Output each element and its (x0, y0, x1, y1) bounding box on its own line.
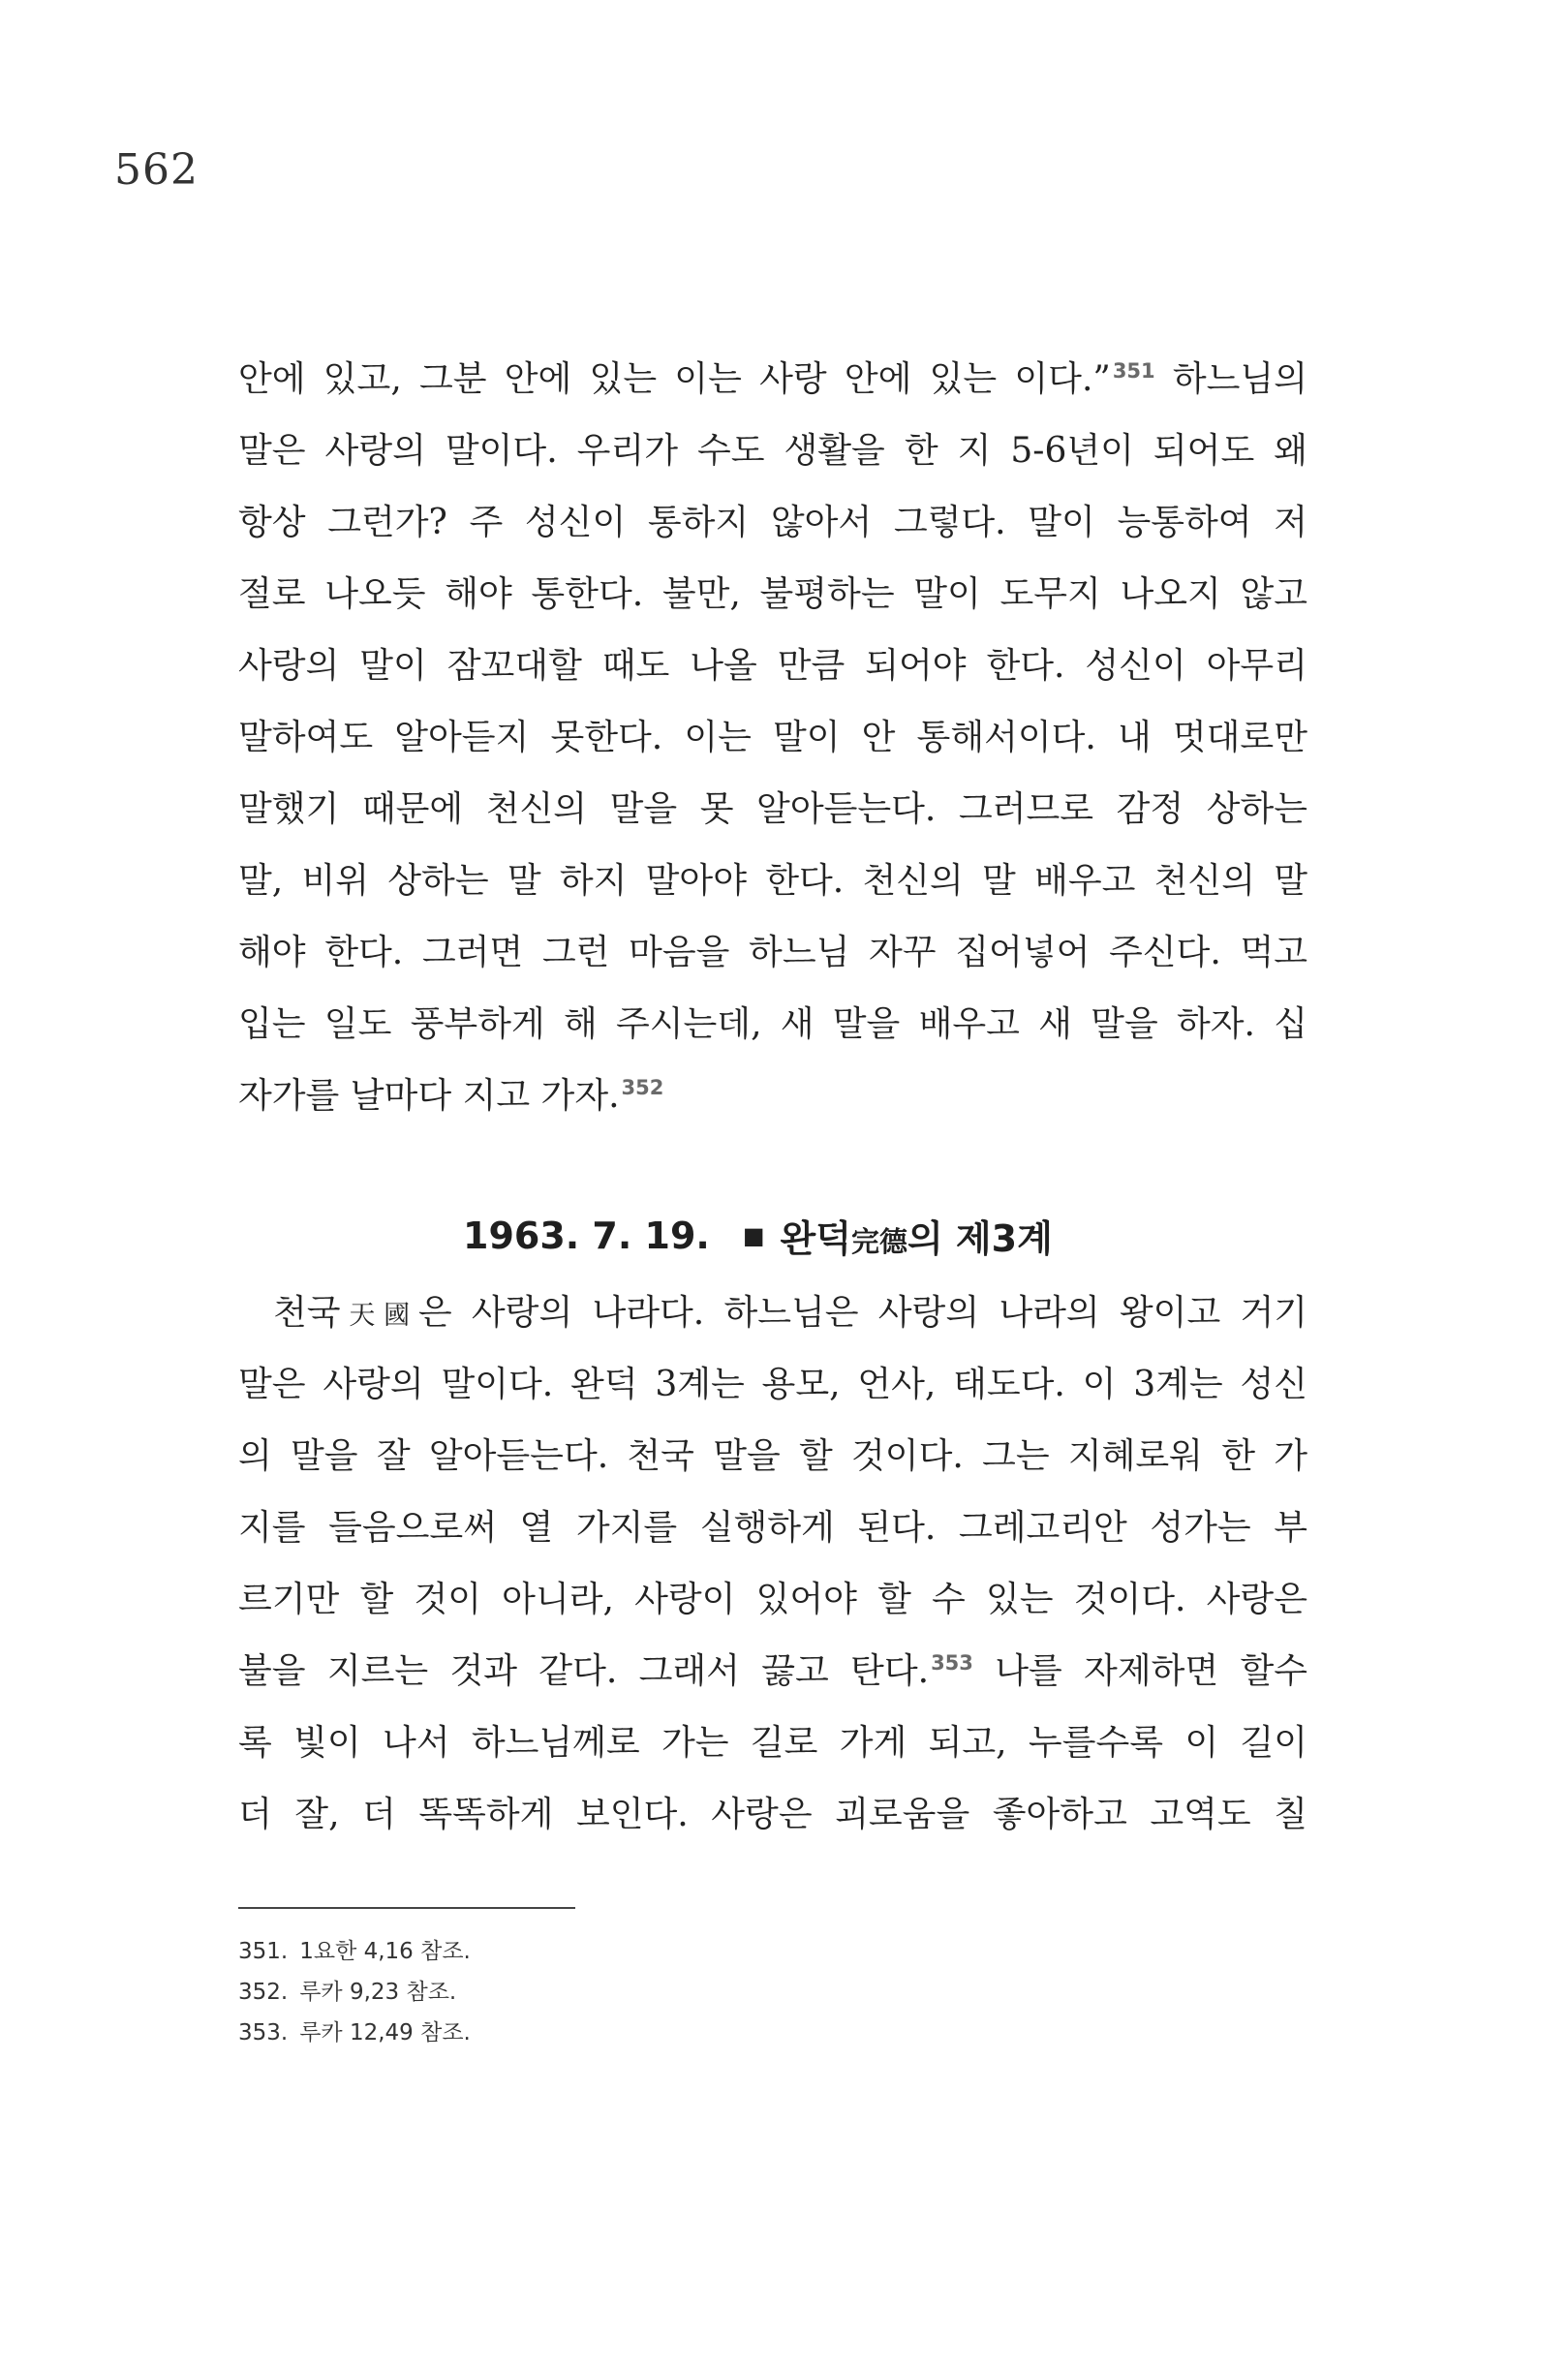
text-run: 르기만 할 것이 아니라, 사랑이 있어야 할 수 있는 것이다. 사랑은 (238, 1580, 1307, 1619)
text-run: 말했기 때문에 천신의 말을 못 알아듣는다. 그러므로 감정 상하는 (238, 789, 1307, 829)
footnote-item (238, 2013, 471, 2053)
footnote-number: 352. (238, 1980, 289, 2005)
hanja-annotation: 天國 (340, 1301, 418, 1331)
page-number: 562 (114, 145, 199, 195)
heading-title (781, 1209, 1053, 1262)
footnote-text: 루카 12,49 참조. (299, 2020, 471, 2045)
text-line (238, 917, 1307, 989)
text-run: 하느님의 (1154, 359, 1307, 399)
text-line (238, 702, 1307, 774)
text-run: 절로 나오듯 해야 통한다. 불만, 불평하는 말이 도무지 나오지 않고 (238, 574, 1307, 614)
heading-title-suffix: 의 제3계 (907, 1217, 1053, 1260)
section-heading (463, 1209, 1053, 1262)
text-line (238, 1061, 1307, 1132)
text-run: 지를 들음으로써 열 가지를 실행하게 된다. 그레고리안 성가는 부 (238, 1508, 1307, 1548)
footnotes (238, 1931, 471, 2053)
footnote-item (238, 1972, 471, 2013)
heading-title-prefix: 완덕 (780, 1217, 851, 1260)
text-run: 항상 그런가? 주 성신이 통하지 않아서 그렇다. 말이 능통하여 저 (238, 503, 1307, 542)
text-line (238, 1707, 1307, 1779)
heading-date: 1963. 7. 19. (463, 1214, 710, 1257)
text-run: 자가를 날마다 지고 가자. (238, 1076, 620, 1116)
text-line (238, 415, 1307, 487)
footnote-text: 1요한 4,16 참조. (299, 1939, 471, 1964)
footnote-number: 351. (238, 1939, 289, 1964)
text-run: 입는 일도 풍부하게 해 주시는데, 새 말을 배우고 새 말을 하자. 십 (238, 1004, 1307, 1044)
text-run: 해야 한다. 그러면 그런 마음을 하느님 자꾸 집어넣어 주신다. 먹고 (238, 933, 1307, 972)
footnote-reference: 353 (931, 1651, 973, 1675)
text-line (238, 1564, 1307, 1636)
square-bullet-icon: ■ (742, 1221, 765, 1249)
text-run: 말은 사랑의 말이다. 완덕 3계는 용모, 언사, 태도다. 이 3계는 성신 (238, 1365, 1307, 1404)
text-line (238, 1779, 1307, 1851)
text-line (238, 846, 1307, 917)
text-line (238, 1277, 1307, 1349)
text-line (238, 1421, 1307, 1492)
text-run: 불을 지르는 것과 같다. 그래서 끓고 탄다. (238, 1651, 930, 1691)
text-run: 더 잘, 더 똑똑하게 보인다. 사랑은 괴로움을 좋아하고 고역도 칠 (238, 1795, 1307, 1834)
text-run: 사랑의 말이 잠꼬대할 때도 나올 만큼 되어야 한다. 성신이 아무리 (238, 646, 1307, 686)
body-paragraph-1 (238, 344, 1307, 1132)
footnote-number: 353. (238, 2020, 289, 2045)
text-run: 말하여도 알아듣지 못한다. 이는 말이 안 통해서이다. 내 멋대로만 (238, 718, 1307, 757)
body-paragraph-2 (238, 1277, 1307, 1851)
text-line (238, 487, 1307, 559)
text-line (238, 1492, 1307, 1564)
text-line (238, 630, 1307, 702)
text-line (238, 1349, 1307, 1421)
footnote-reference: 351 (1112, 359, 1155, 383)
footnote-reference: 352 (621, 1076, 664, 1099)
heading-title-hanja: 完德 (850, 1225, 907, 1258)
text-run: 은 사랑의 나라다. 하느님은 사랑의 나라의 왕이고 거기 (417, 1293, 1307, 1333)
text-line (238, 344, 1307, 415)
text-run: 말은 사랑의 말이다. 우리가 수도 생활을 한 지 5-6년이 되어도 왜 (238, 431, 1307, 471)
text-run: 나를 자제하면 할수 (972, 1651, 1307, 1691)
footnote-text: 루카 9,23 참조. (299, 1980, 457, 2005)
text-line (238, 774, 1307, 846)
text-run: 안에 있고, 그분 안에 있는 이는 사랑 안에 있는 이다.” (238, 359, 1111, 399)
text-line (238, 559, 1307, 630)
footnote-item (238, 1931, 471, 1972)
text-run: 말, 비위 상하는 말 하지 말아야 한다. 천신의 말 배우고 천신의 말 (238, 861, 1307, 901)
footnote-divider (238, 1907, 575, 1909)
text-line (238, 989, 1307, 1061)
text-line (238, 1636, 1307, 1707)
text-run: 록 빛이 나서 하느님께로 가는 길로 가게 되고, 누를수록 이 길이 (238, 1723, 1307, 1763)
text-run: 천국 (273, 1293, 341, 1333)
text-run: 의 말을 잘 알아듣는다. 천국 말을 할 것이다. 그는 지혜로워 한 가 (238, 1436, 1307, 1476)
